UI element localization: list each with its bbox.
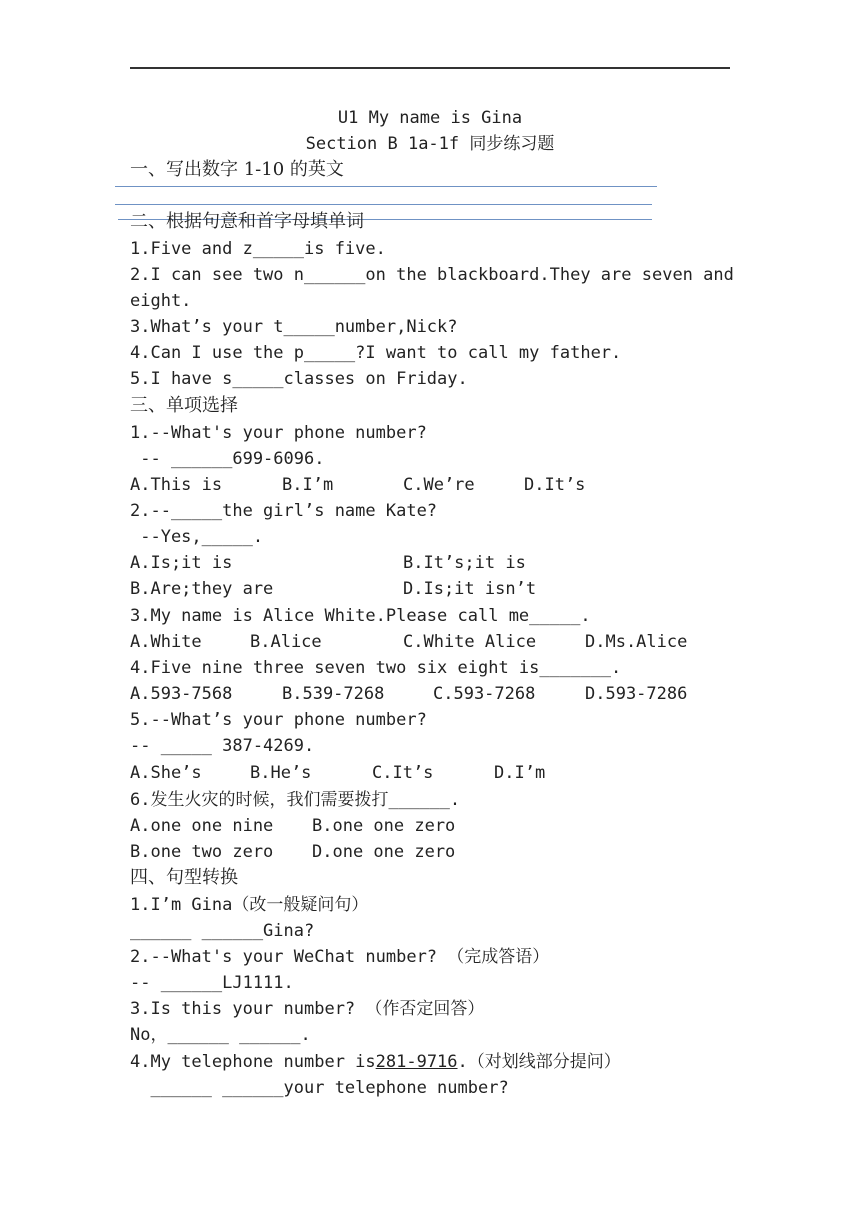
s2-question-2-cont: eight. (130, 291, 192, 311)
s4-question-2-answer: -- ______LJ1111. (130, 973, 294, 993)
option: B.539-7268 (282, 684, 385, 704)
s3-question-2-answer: --Yes,_____. (130, 527, 264, 547)
section-2-heading: 二、根据句意和首字母填单词 (130, 211, 364, 232)
worksheet-subtitle: Section B 1a-1f 同步练习题 (305, 134, 555, 154)
answer-line-2 (115, 204, 652, 205)
top-rule (130, 67, 730, 69)
section-1-heading: 一、写出数字 1-10 的英文 (130, 159, 344, 180)
option: A.This is (130, 475, 223, 495)
s3-question-5: 5.--What’s your phone number? (130, 710, 427, 730)
s3-question-1: 1.--What's your phone number? (130, 423, 427, 443)
s4-question-4-suffix: .（对划线部分提问） (457, 1052, 621, 1072)
s2-question-5: 5.I have s_____classes on Friday. (130, 369, 468, 389)
option: C.White Alice (403, 632, 537, 652)
option: A.She’s (130, 763, 202, 783)
s4-question-2: 2.--What's your WeChat number? （完成答语） (130, 947, 550, 967)
s2-question-2: 2.I can see two n______on the blackboard.They are seven and (130, 265, 734, 285)
s4-question-4-prefix: 4.My telephone number is (130, 1052, 376, 1072)
option: C.593-7268 (433, 684, 536, 704)
s2-question-4: 4.Can I use the p_____?I want to call my father. (130, 343, 622, 363)
s2-question-3: 3.What’s your t_____number,Nick? (130, 317, 458, 337)
option: B.Are;they are (130, 579, 274, 599)
option: B.one one zero (312, 816, 456, 836)
s3-question-5-answer: -- _____ 387-4269. (130, 736, 315, 756)
option: D.Ms.Alice (585, 632, 688, 652)
option: A.one one nine (130, 816, 274, 836)
answer-line-1 (115, 186, 657, 187)
s3-question-4: 4.Five nine three seven two six eight is_______. (130, 658, 622, 678)
worksheet-title: U1 My name is Gina (337, 108, 523, 128)
option: B.one two zero (130, 842, 274, 862)
underlined-number: 281-9716 (375, 1052, 458, 1072)
option: D.593-7286 (585, 684, 688, 704)
s2-question-1: 1.Five and z_____is five. (130, 239, 386, 259)
s4-question-3: 3.Is this your number? （作否定回答） (130, 999, 485, 1019)
option: A.White (130, 632, 202, 652)
option: C.We’re (403, 475, 475, 495)
s3-question-1-answer: -- ______699-6096. (130, 449, 325, 469)
option: A.Is;it is (130, 553, 233, 573)
option: A.593-7568 (130, 684, 233, 704)
option: D.Is;it isn’t (403, 579, 537, 599)
s3-question-6: 6.发生火灾的时候，我们需要拨打______. (130, 790, 461, 810)
option: B.Alice (250, 632, 322, 652)
s4-question-3-answer: No，______ ______. (130, 1025, 311, 1045)
option: C.It’s (372, 763, 434, 783)
section-3-heading: 三、单项选择 (130, 395, 238, 416)
option: B.He’s (250, 763, 312, 783)
s4-question-4-answer: ______ ______your telephone number? (130, 1078, 509, 1098)
s3-question-2: 2.--_____the girl’s name Kate? (130, 501, 438, 521)
s3-question-3: 3.My name is Alice White.Please call me_____. (130, 606, 591, 626)
s4-question-4 (130, 1049, 730, 1075)
option: B.I’m (282, 475, 334, 495)
s4-question-1: 1.I’m Gina（改一般疑问句） (130, 895, 369, 915)
s4-question-1-answer: ______ ______Gina? (130, 921, 315, 941)
section-4-heading: 四、句型转换 (130, 867, 238, 888)
option: D.It’s (524, 475, 586, 495)
option: D.one one zero (312, 842, 456, 862)
option: D.I’m (494, 763, 546, 783)
option: B.It’s;it is (403, 553, 526, 573)
